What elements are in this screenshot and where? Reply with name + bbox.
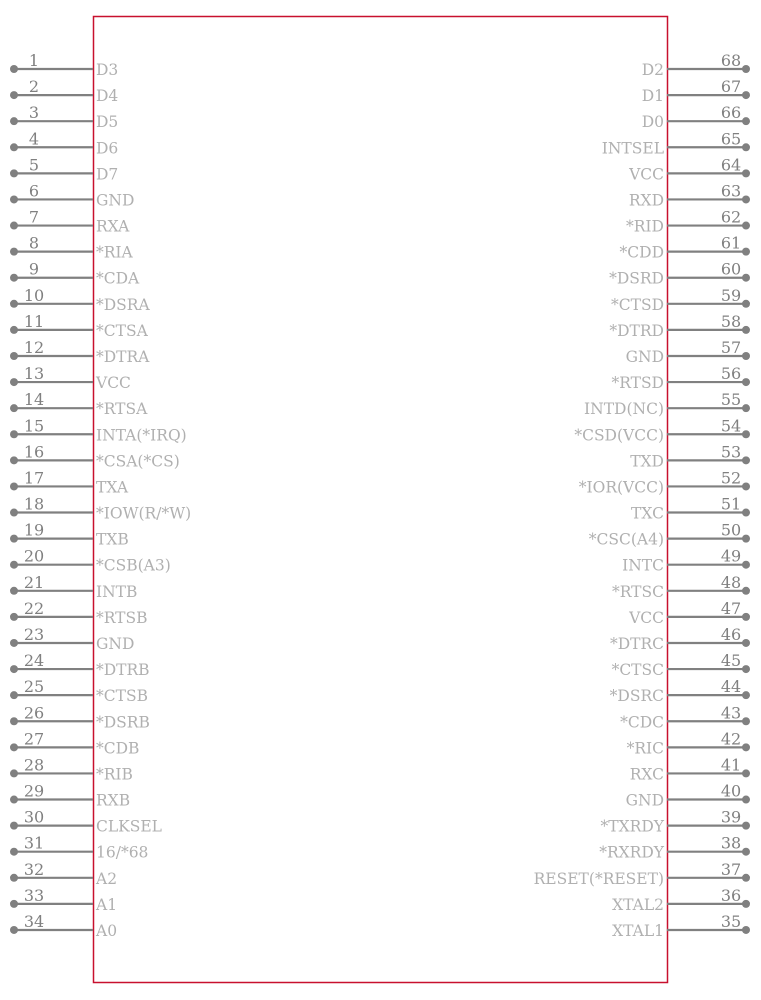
pin-number: 24 [23,651,45,671]
pin-label: *RID [626,217,664,236]
pin-35 [612,912,750,940]
pin-number: 49 [720,546,742,566]
pin-number: 43 [720,703,742,723]
pin-end-dot [10,456,18,464]
pin-65 [602,129,750,157]
pin-number: 56 [720,364,742,384]
pin-end-dot [10,796,18,804]
pin-end-dot [742,117,750,125]
pin-number: 16 [23,442,45,462]
pin-end-dot [742,274,750,282]
pin-label: *CTSD [611,295,664,314]
pin-label: XTAL2 [612,895,664,914]
pin-end-dot [10,482,18,490]
pin-label: D0 [641,113,664,132]
pin-63 [629,181,750,209]
pin-number: 31 [23,833,45,853]
pin-number: 7 [28,207,40,227]
pin-number: 1 [28,51,40,70]
pin-end-dot [742,456,750,464]
pin-10 [10,286,150,314]
pin-label: *CSD(VCC) [574,426,664,445]
pin-number: 55 [720,390,742,410]
pin-50 [589,521,750,549]
pin-number: 15 [23,416,45,436]
pin-end-dot [742,691,750,699]
pin-number: 29 [23,781,45,801]
pin-end-dot [10,587,18,595]
pin-label: *CDB [96,739,140,758]
pin-end-dot [742,613,750,621]
pin-8 [10,234,134,262]
pin-end-dot [10,352,18,360]
pin-42 [627,729,750,757]
pin-16 [10,442,180,470]
pin-label: D3 [96,61,119,79]
pin-label: CLKSEL [96,817,162,836]
pin-label: *IOR(VCC) [578,478,664,497]
pin-number: 12 [23,337,45,357]
pin-label: VCC [629,608,664,627]
pin-label: RXC [629,765,664,784]
pin-13 [10,364,131,392]
pin-number: 38 [720,833,742,853]
pin-label: INTD(NC) [584,400,664,419]
pin-29 [10,782,130,810]
pin-end-dot [742,769,750,777]
pin-number: 65 [720,129,742,149]
pin-20 [10,547,171,575]
pin-label: *RTSC [612,582,664,601]
pin-label: *CDD [619,243,664,262]
pin-label: GND [96,191,135,210]
pin-number: 19 [23,520,45,540]
pin-label: *CSA(*CS) [96,452,180,471]
pin-end-dot [10,195,18,203]
pin-label: D5 [96,113,119,132]
pin-number: 30 [23,807,45,827]
pin-label: INTC [622,556,664,575]
pin-label: *CTSC [611,661,664,680]
pin-end-dot [10,665,18,673]
pin-number: 10 [23,285,45,305]
pin-number: 26 [23,703,45,723]
pin-label: *CDC [620,713,664,732]
pin-number: 67 [720,77,742,97]
pin-number: 5 [28,155,40,175]
pin-end-dot [742,352,750,360]
pin-end-dot [742,378,750,386]
pin-number: 68 [720,51,742,70]
pin-label: A0 [96,921,118,940]
pin-1 [10,51,118,79]
pin-end-dot [742,717,750,725]
pin-number: 52 [720,468,742,488]
pin-end-dot [742,796,750,804]
pin-67 [642,77,750,105]
pin-label: D7 [96,165,119,184]
pin-number: 9 [28,259,40,279]
pin-59 [611,286,750,314]
pin-number: 61 [720,233,742,253]
pin-number: 14 [23,390,45,410]
pin-number: 22 [23,598,45,618]
pin-end-dot [742,926,750,934]
pin-end-dot [742,535,750,543]
pin-27 [10,729,139,757]
pin-12 [10,338,150,366]
pin-end-dot [742,300,750,308]
pin-number: 33 [23,885,45,905]
pin-11 [10,312,149,340]
pin-label: *RXRDY [599,843,664,862]
pin-label: D4 [96,87,119,106]
pin-label: INTA(*IRQ) [96,426,187,445]
pin-label: 16/*68 [96,843,149,862]
pin-end-dot [742,743,750,751]
pin-label: INTSEL [601,139,664,158]
pin-number: 51 [720,494,742,514]
pin-60 [609,260,750,288]
pin-end-dot [742,874,750,882]
pin-end-dot [742,143,750,151]
pin-label: *DTRD [609,321,664,340]
pin-end-dot [10,300,18,308]
pin-number: 40 [720,781,742,801]
pin-66 [642,103,750,131]
pin-label: RXB [96,791,131,810]
pin-label: RESET(*RESET) [533,869,664,888]
pin-label: *CTSB [96,687,148,706]
pin-45 [612,651,750,679]
pin-17 [10,468,129,496]
pin-label: *RIC [626,739,664,758]
pin-label: *DSRC [609,687,664,706]
pin-end-dot [10,91,18,99]
pin-number: 21 [23,572,45,592]
pin-end-dot [10,717,18,725]
pin-label: *IOW(R/*W) [96,504,192,523]
pin-end-dot [10,326,18,334]
pin-61 [620,234,750,262]
pin-end-dot [742,509,750,517]
pin-end-dot [10,613,18,621]
pin-number: 25 [23,677,45,697]
pin-26 [10,703,150,731]
pin-number: 2 [28,77,40,97]
pin-52 [579,468,750,496]
pin-18 [10,495,191,523]
pin-end-dot [742,561,750,569]
pin-label: INTB [96,582,138,601]
pin-label: RXD [628,191,664,210]
pin-end-dot [10,743,18,751]
pin-number: 37 [720,859,742,879]
pin-number: 23 [23,624,45,644]
pin-end-dot [10,430,18,438]
pin-4 [10,129,118,157]
pin-number: 17 [23,468,45,488]
pin-label: *CSB(A3) [96,556,171,575]
pin-label: GND [96,634,135,653]
pin-label: GND [625,347,664,366]
pin-number: 42 [720,729,742,749]
pin-25 [10,677,148,705]
pin-end-dot [10,378,18,386]
pin-label: *CSC(A4) [588,530,664,549]
pin-end-dot [10,65,18,73]
pin-label: *DTRC [609,634,664,653]
pin-24 [10,651,150,679]
pin-3 [10,103,118,131]
pin-30 [10,808,162,836]
pin-6 [10,181,134,209]
pin-number: 48 [720,572,742,592]
pin-label: *DSRD [609,269,664,288]
pin-end-dot [10,900,18,908]
pin-label: VCC [96,374,131,393]
pin-label: *RTSA [96,400,148,419]
pin-end-dot [742,587,750,595]
pin-51 [631,495,750,523]
pin-21 [10,573,137,601]
pin-49 [622,547,750,575]
pin-label: *DTRB [96,661,150,680]
pin-end-dot [10,926,18,934]
pin-label: *DTRA [96,347,150,366]
pin-number: 63 [720,181,742,201]
pin-end-dot [742,639,750,647]
pin-end-dot [10,222,18,230]
pin-end-dot [10,848,18,856]
pin-41 [630,755,750,783]
pin-58 [609,312,750,340]
pin-56 [611,364,750,392]
pin-15 [10,416,187,444]
pin-end-dot [10,509,18,517]
pin-57 [626,338,750,366]
pin-label: A2 [96,869,118,888]
pin-number: 6 [28,181,40,201]
right-pin-group [534,51,750,940]
pin-end-dot [10,143,18,151]
pin-label: *RTSB [96,608,148,627]
pin-label: D2 [641,61,664,79]
pin-label: TXC [631,504,664,523]
pin-22 [10,599,148,627]
pin-number: 8 [28,233,40,253]
pin-44 [610,677,750,705]
pin-number: 54 [720,416,742,436]
pin-label: *RTSD [611,374,664,393]
pin-label: *CTSA [96,321,148,340]
pin-number: 46 [720,624,742,644]
pin-end-dot [10,561,18,569]
pin-end-dot [742,65,750,73]
pin-number: 36 [720,885,742,905]
pin-14 [10,390,148,418]
pin-end-dot [742,326,750,334]
left-pin-group [10,51,191,940]
pin-label: A1 [96,895,118,914]
pin-end-dot [742,822,750,830]
pin-end-dot [10,248,18,256]
pin-label: D6 [96,139,119,158]
pin-number: 4 [28,129,40,149]
pin-label: RXA [96,217,130,236]
pin-end-dot [742,248,750,256]
pin-end-dot [10,691,18,699]
pin-end-dot [10,274,18,282]
pin-38 [599,834,750,862]
pin-54 [574,416,750,444]
pin-end-dot [10,535,18,543]
pin-5 [10,155,118,183]
pin-end-dot [742,482,750,490]
pin-end-dot [742,430,750,438]
pin-end-dot [10,822,18,830]
pin-34 [10,912,117,940]
pin-43 [620,703,750,731]
pin-end-dot [10,404,18,412]
pin-end-dot [10,169,18,177]
pin-9 [10,260,140,288]
pin-39 [601,808,750,836]
pin-number: 3 [28,103,40,123]
pin-end-dot [742,665,750,673]
pin-number: 32 [23,859,45,879]
pin-number: 28 [23,755,45,775]
pin-number: 45 [720,651,742,671]
pin-end-dot [10,769,18,777]
pin-label: *CDA [96,269,140,288]
pin-label: GND [625,791,664,810]
pin-label: *RIA [96,243,133,262]
pin-number: 20 [23,546,45,566]
pin-end-dot [742,900,750,908]
pin-end-dot [10,117,18,125]
pin-number: 60 [720,259,742,279]
pin-end-dot [742,91,750,99]
pin-end-dot [742,404,750,412]
pin-number: 57 [720,337,742,357]
pin-32 [10,860,117,888]
pin-number: 27 [23,729,45,749]
pin-31 [10,834,148,862]
pin-label: *RIB [96,765,133,784]
pin-46 [610,625,750,653]
pin-number: 47 [720,598,742,618]
pin-end-dot [10,874,18,882]
pin-label: TXA [96,478,129,497]
ic-body [94,17,668,983]
pin-40 [626,782,750,810]
pin-64 [628,155,750,183]
pin-label: D1 [641,87,664,106]
pin-62 [626,208,750,236]
pin-label: XTAL1 [612,921,664,940]
pin-label: *DSRA [96,295,150,314]
pin-label: VCC [629,165,664,184]
pin-end-dot [742,195,750,203]
pin-end-dot [10,639,18,647]
pin-number: 62 [720,207,742,227]
pin-28 [10,755,133,783]
pin-48 [612,573,750,601]
pin-53 [630,442,750,470]
pin-number: 50 [720,520,742,540]
pin-number: 39 [720,807,742,827]
pin-37 [534,860,750,888]
pin-2 [10,77,118,105]
pin-number: 44 [720,677,742,697]
pin-number: 11 [23,311,45,331]
pin-7 [10,208,130,236]
pin-number: 59 [720,285,742,305]
pin-label: TXB [96,530,129,549]
pin-23 [10,625,134,653]
pin-end-dot [742,169,750,177]
pin-number: 18 [23,494,45,514]
pin-number: 13 [23,364,45,384]
pin-number: 66 [720,103,742,123]
pin-number: 41 [720,755,742,775]
pin-number: 35 [720,911,742,931]
pin-number: 34 [23,911,45,931]
pin-47 [628,599,750,627]
pin-end-dot [742,848,750,856]
pin-19 [10,521,129,549]
pin-number: 58 [720,311,742,331]
pin-end-dot [742,222,750,230]
pin-number: 64 [720,155,742,175]
pin-label: *TXRDY [600,817,664,836]
pin-68 [642,51,750,79]
pin-33 [10,886,117,914]
pin-number: 53 [720,442,742,462]
pin-36 [612,886,750,914]
pin-label: TXD [630,452,664,471]
pin-label: *DSRB [96,713,150,732]
